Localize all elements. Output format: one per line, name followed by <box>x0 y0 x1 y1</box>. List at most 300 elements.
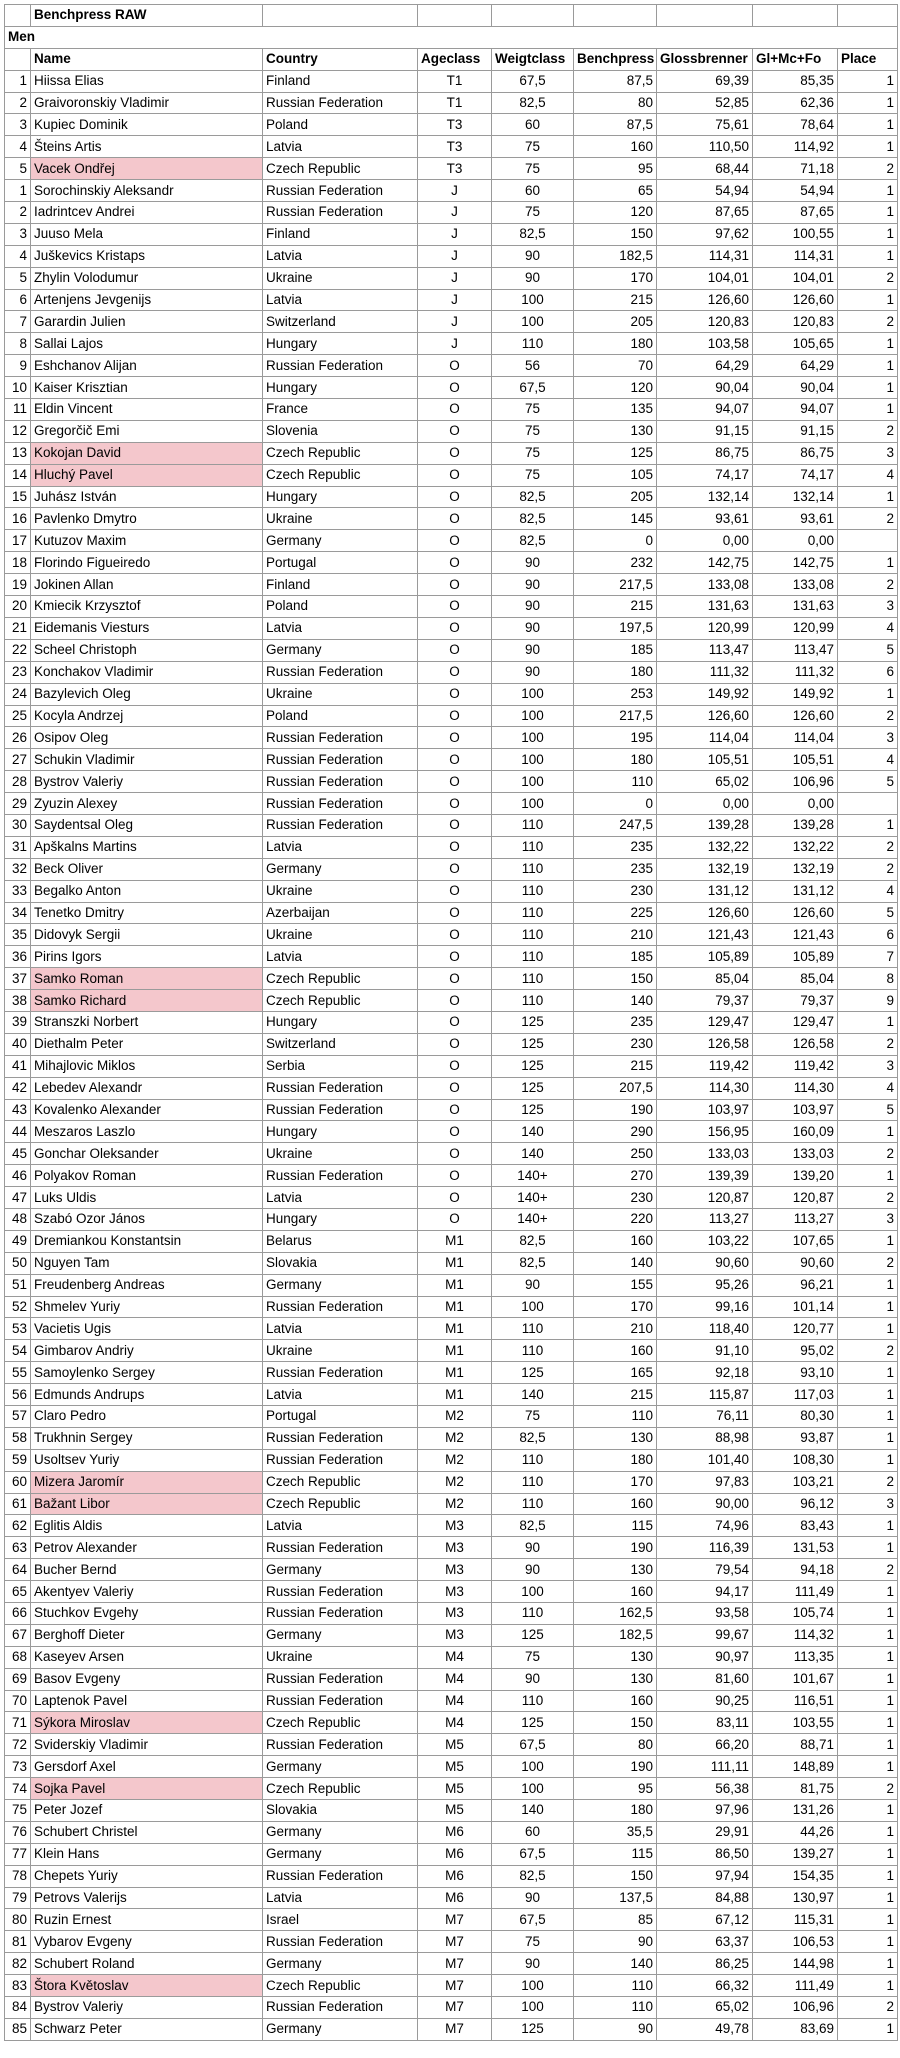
cell-benchpress[interactable]: 235 <box>574 858 657 880</box>
cell-country[interactable]: Czech Republic <box>263 1471 418 1493</box>
cell-ageclass[interactable]: O <box>418 771 492 793</box>
cell-weightclass[interactable]: 75 <box>492 442 574 464</box>
cell-country[interactable]: Ukraine <box>263 508 418 530</box>
cell-number[interactable]: 76 <box>5 1821 31 1843</box>
cell-place[interactable]: 1 <box>838 1624 898 1646</box>
cell-glossbrenner[interactable]: 120,87 <box>657 1187 753 1209</box>
cell-name[interactable]: Garardin Julien <box>31 311 263 333</box>
cell-place[interactable]: 1 <box>838 1756 898 1778</box>
cell-number[interactable]: 78 <box>5 1865 31 1887</box>
cell-name[interactable]: Didovyk Sergii <box>31 924 263 946</box>
cell-place[interactable] <box>838 793 898 815</box>
cell-weightclass[interactable]: 67,5 <box>492 1909 574 1931</box>
cell-glossbrenner[interactable]: 113,27 <box>657 1208 753 1230</box>
cell-country[interactable]: Latvia <box>263 1515 418 1537</box>
cell-country[interactable]: Russian Federation <box>263 1581 418 1603</box>
cell-benchpress[interactable]: 180 <box>574 661 657 683</box>
cell-name[interactable]: Tenetko Dmitry <box>31 902 263 924</box>
cell-place[interactable]: 1 <box>838 1821 898 1843</box>
cell-number[interactable]: 48 <box>5 1208 31 1230</box>
cell-place[interactable]: 1 <box>838 1668 898 1690</box>
cell-benchpress[interactable]: 230 <box>574 1187 657 1209</box>
cell-benchpress[interactable]: 180 <box>574 749 657 771</box>
cell-benchpress[interactable]: 110 <box>574 1975 657 1997</box>
cell-gl-mc-fo[interactable]: 113,35 <box>753 1646 838 1668</box>
cell-number[interactable]: 10 <box>5 377 31 399</box>
cell-gl-mc-fo[interactable]: 114,32 <box>753 1624 838 1646</box>
cell-weightclass[interactable]: 90 <box>492 1668 574 1690</box>
cell-number[interactable]: 17 <box>5 530 31 552</box>
cell-place[interactable]: 1 <box>838 683 898 705</box>
cell-benchpress[interactable]: 130 <box>574 1646 657 1668</box>
cell-country[interactable]: Latvia <box>263 245 418 267</box>
cell-ageclass[interactable]: O <box>418 793 492 815</box>
cell-ageclass[interactable]: J <box>418 311 492 333</box>
cell-country[interactable]: Russian Federation <box>263 661 418 683</box>
cell-benchpress[interactable]: 210 <box>574 924 657 946</box>
cell-benchpress[interactable]: 110 <box>574 1406 657 1428</box>
cell-name[interactable]: Jokinen Allan <box>31 574 263 596</box>
cell-gl-mc-fo[interactable]: 126,60 <box>753 902 838 924</box>
cell-ageclass[interactable]: O <box>418 749 492 771</box>
cell-weightclass[interactable]: 100 <box>492 727 574 749</box>
cell-ageclass[interactable]: J <box>418 223 492 245</box>
cell-place[interactable]: 4 <box>838 464 898 486</box>
cell-country[interactable]: Israel <box>263 1909 418 1931</box>
cell-glossbrenner[interactable]: 139,28 <box>657 814 753 836</box>
cell-gl-mc-fo[interactable]: 83,69 <box>753 2018 838 2040</box>
cell-glossbrenner[interactable]: 90,04 <box>657 377 753 399</box>
cell-glossbrenner[interactable]: 69,39 <box>657 70 753 92</box>
cell-benchpress[interactable]: 115 <box>574 1515 657 1537</box>
cell-ageclass[interactable]: M6 <box>418 1843 492 1865</box>
cell-benchpress[interactable]: 290 <box>574 1121 657 1143</box>
cell-benchpress[interactable]: 220 <box>574 1208 657 1230</box>
cell-name[interactable]: Gimbarov Andriy <box>31 1340 263 1362</box>
cell-number[interactable]: 25 <box>5 705 31 727</box>
cell-benchpress[interactable]: 105 <box>574 464 657 486</box>
header-ageclass[interactable]: Ageclass <box>418 48 492 70</box>
cell-country[interactable]: Russian Federation <box>263 1603 418 1625</box>
cell-weightclass[interactable]: 75 <box>492 1931 574 1953</box>
cell-gl-mc-fo[interactable]: 74,17 <box>753 464 838 486</box>
cell-glossbrenner[interactable]: 142,75 <box>657 552 753 574</box>
cell-gl-mc-fo[interactable]: 86,75 <box>753 442 838 464</box>
cell-country[interactable]: Latvia <box>263 1318 418 1340</box>
cell-weightclass[interactable]: 140+ <box>492 1187 574 1209</box>
cell-name[interactable]: Kovalenko Alexander <box>31 1099 263 1121</box>
cell-place[interactable]: 2 <box>838 836 898 858</box>
cell-gl-mc-fo[interactable]: 131,26 <box>753 1800 838 1822</box>
cell-gl-mc-fo[interactable]: 132,19 <box>753 858 838 880</box>
cell-number[interactable]: 15 <box>5 486 31 508</box>
cell-weightclass[interactable]: 110 <box>492 1493 574 1515</box>
cell-country[interactable]: Russian Federation <box>263 180 418 202</box>
header-benchpress[interactable]: Benchpress <box>574 48 657 70</box>
cell-glossbrenner[interactable]: 126,60 <box>657 289 753 311</box>
cell-place[interactable]: 1 <box>838 814 898 836</box>
cell-number[interactable]: 40 <box>5 1033 31 1055</box>
cell-ageclass[interactable]: O <box>418 508 492 530</box>
cell-weightclass[interactable]: 90 <box>492 574 574 596</box>
cell-country[interactable]: Poland <box>263 596 418 618</box>
cell-name[interactable]: Beck Oliver <box>31 858 263 880</box>
cell-place[interactable]: 2 <box>838 574 898 596</box>
cell-name[interactable]: Schubert Roland <box>31 1953 263 1975</box>
cell-benchpress[interactable]: 235 <box>574 1011 657 1033</box>
cell-ageclass[interactable]: O <box>418 902 492 924</box>
cell-country[interactable]: Ukraine <box>263 1143 418 1165</box>
cell-place[interactable]: 1 <box>838 1121 898 1143</box>
cell-gl-mc-fo[interactable]: 131,12 <box>753 880 838 902</box>
cell-benchpress[interactable]: 270 <box>574 1165 657 1187</box>
cell-place[interactable]: 1 <box>838 1515 898 1537</box>
cell-country[interactable]: Germany <box>263 530 418 552</box>
cell-benchpress[interactable]: 85 <box>574 1909 657 1931</box>
cell-benchpress[interactable]: 207,5 <box>574 1077 657 1099</box>
cell-number[interactable]: 35 <box>5 924 31 946</box>
cell-gl-mc-fo[interactable]: 121,43 <box>753 924 838 946</box>
cell-gl-mc-fo[interactable]: 106,96 <box>753 1997 838 2019</box>
cell-place[interactable]: 1 <box>838 1406 898 1428</box>
cell-ageclass[interactable]: J <box>418 202 492 224</box>
cell-weightclass[interactable]: 110 <box>492 880 574 902</box>
cell-place[interactable]: 2 <box>838 508 898 530</box>
cell-country[interactable]: Finland <box>263 574 418 596</box>
cell-glossbrenner[interactable]: 97,94 <box>657 1865 753 1887</box>
cell-gl-mc-fo[interactable]: 154,35 <box>753 1865 838 1887</box>
cell-benchpress[interactable]: 165 <box>574 1362 657 1384</box>
cell-benchpress[interactable]: 210 <box>574 1318 657 1340</box>
cell-name[interactable]: Stranszki Norbert <box>31 1011 263 1033</box>
cell-country[interactable]: Germany <box>263 1756 418 1778</box>
cell-place[interactable]: 4 <box>838 749 898 771</box>
cell-gl-mc-fo[interactable]: 120,87 <box>753 1187 838 1209</box>
cell-gl-mc-fo[interactable]: 0,00 <box>753 793 838 815</box>
cell-glossbrenner[interactable]: 113,47 <box>657 639 753 661</box>
cell-name[interactable]: Samko Richard <box>31 990 263 1012</box>
cell-country[interactable]: Ukraine <box>263 683 418 705</box>
cell-gl-mc-fo[interactable]: 133,03 <box>753 1143 838 1165</box>
sheet-title[interactable]: Benchpress RAW <box>31 5 263 27</box>
cell-weightclass[interactable]: 125 <box>492 1362 574 1384</box>
cell-name[interactable]: Kutuzov Maxim <box>31 530 263 552</box>
cell-weightclass[interactable]: 90 <box>492 1274 574 1296</box>
cell-name[interactable]: Vacek Ondřej <box>31 158 263 180</box>
cell-weightclass[interactable]: 110 <box>492 924 574 946</box>
cell-gl-mc-fo[interactable]: 85,35 <box>753 70 838 92</box>
cell-weightclass[interactable]: 110 <box>492 1449 574 1471</box>
cell-place[interactable]: 5 <box>838 1099 898 1121</box>
cell-ageclass[interactable]: J <box>418 180 492 202</box>
cell-benchpress[interactable]: 195 <box>574 727 657 749</box>
cell-place[interactable]: 2 <box>838 158 898 180</box>
cell-country[interactable]: Hungary <box>263 333 418 355</box>
cell-country[interactable]: Hungary <box>263 1011 418 1033</box>
cell-place[interactable]: 3 <box>838 1493 898 1515</box>
cell-ageclass[interactable]: O <box>418 377 492 399</box>
cell-glossbrenner[interactable]: 111,32 <box>657 661 753 683</box>
cell-weightclass[interactable]: 82,5 <box>492 1230 574 1252</box>
cell-ageclass[interactable]: M7 <box>418 1931 492 1953</box>
cell-country[interactable]: Russian Federation <box>263 1690 418 1712</box>
cell-name[interactable]: Eidemanis Viesturs <box>31 617 263 639</box>
cell-place[interactable]: 1 <box>838 1318 898 1340</box>
header-gl-mc-fo[interactable]: Gl+Mc+Fo <box>753 48 838 70</box>
cell-ageclass[interactable]: M2 <box>418 1493 492 1515</box>
cell-number[interactable]: 66 <box>5 1603 31 1625</box>
cell-ageclass[interactable]: J <box>418 289 492 311</box>
cell-benchpress[interactable]: 135 <box>574 399 657 421</box>
cell-ageclass[interactable]: O <box>418 486 492 508</box>
cell-place[interactable]: 7 <box>838 946 898 968</box>
cell-number[interactable]: 70 <box>5 1690 31 1712</box>
cell-ageclass[interactable]: O <box>418 399 492 421</box>
cell-number[interactable]: 4 <box>5 245 31 267</box>
cell-place[interactable]: 4 <box>838 1077 898 1099</box>
cell-weightclass[interactable]: 110 <box>492 836 574 858</box>
cell-name[interactable]: Schukin Vladimir <box>31 749 263 771</box>
cell-ageclass[interactable]: M1 <box>418 1274 492 1296</box>
cell-place[interactable]: 1 <box>838 1603 898 1625</box>
cell-glossbrenner[interactable]: 133,08 <box>657 574 753 596</box>
cell-place[interactable]: 5 <box>838 771 898 793</box>
cell-number[interactable]: 81 <box>5 1931 31 1953</box>
cell-benchpress[interactable]: 95 <box>574 1778 657 1800</box>
cell-place[interactable]: 1 <box>838 1865 898 1887</box>
cell-number[interactable]: 1 <box>5 70 31 92</box>
cell-country[interactable]: Russian Federation <box>263 1077 418 1099</box>
cell-benchpress[interactable]: 130 <box>574 420 657 442</box>
cell-gl-mc-fo[interactable]: 91,15 <box>753 420 838 442</box>
cell-place[interactable]: 1 <box>838 355 898 377</box>
cell-gl-mc-fo[interactable]: 126,60 <box>753 705 838 727</box>
cell-place[interactable]: 2 <box>838 1187 898 1209</box>
cell-gl-mc-fo[interactable]: 139,28 <box>753 814 838 836</box>
cell-country[interactable]: Russian Federation <box>263 771 418 793</box>
cell-place[interactable]: 1 <box>838 223 898 245</box>
cell-name[interactable]: Vybarov Evgeny <box>31 1931 263 1953</box>
cell-number[interactable]: 7 <box>5 311 31 333</box>
cell-country[interactable]: Ukraine <box>263 267 418 289</box>
cell-glossbrenner[interactable]: 90,25 <box>657 1690 753 1712</box>
cell-benchpress[interactable]: 232 <box>574 552 657 574</box>
cell-weightclass[interactable]: 90 <box>492 1953 574 1975</box>
cell-ageclass[interactable]: O <box>418 661 492 683</box>
cell-ageclass[interactable]: M5 <box>418 1756 492 1778</box>
cell-name[interactable]: Kocyla Andrzej <box>31 705 263 727</box>
cell-name[interactable]: Eldin Vincent <box>31 399 263 421</box>
cell-gl-mc-fo[interactable]: 133,08 <box>753 574 838 596</box>
cell-benchpress[interactable]: 230 <box>574 1033 657 1055</box>
cell-gl-mc-fo[interactable]: 160,09 <box>753 1121 838 1143</box>
cell-country[interactable]: Czech Republic <box>263 158 418 180</box>
cell-benchpress[interactable]: 190 <box>574 1756 657 1778</box>
cell-benchpress[interactable]: 140 <box>574 1252 657 1274</box>
cell-number[interactable]: 28 <box>5 771 31 793</box>
cell-benchpress[interactable]: 205 <box>574 311 657 333</box>
cell-benchpress[interactable]: 35,5 <box>574 1821 657 1843</box>
cell-number[interactable]: 22 <box>5 639 31 661</box>
cell-number[interactable]: 74 <box>5 1778 31 1800</box>
cell-name[interactable]: Apškalns Martins <box>31 836 263 858</box>
cell-country[interactable]: Russian Federation <box>263 1537 418 1559</box>
cell-name[interactable]: Szabó Ozor János <box>31 1208 263 1230</box>
cell-gl-mc-fo[interactable]: 131,53 <box>753 1537 838 1559</box>
cell-gl-mc-fo[interactable]: 101,67 <box>753 1668 838 1690</box>
cell-place[interactable]: 2 <box>838 267 898 289</box>
cell-weightclass[interactable]: 82,5 <box>492 486 574 508</box>
cell-ageclass[interactable]: M3 <box>418 1581 492 1603</box>
cell-glossbrenner[interactable]: 92,18 <box>657 1362 753 1384</box>
cell-name[interactable]: Petrov Alexander <box>31 1537 263 1559</box>
cell-name[interactable]: Samko Roman <box>31 968 263 990</box>
cell-ageclass[interactable]: O <box>418 574 492 596</box>
cell-number[interactable]: 51 <box>5 1274 31 1296</box>
cell-gl-mc-fo[interactable]: 44,26 <box>753 1821 838 1843</box>
cell-gl-mc-fo[interactable]: 132,14 <box>753 486 838 508</box>
cell-weightclass[interactable]: 110 <box>492 1318 574 1340</box>
cell-number[interactable]: 80 <box>5 1909 31 1931</box>
cell-number[interactable]: 52 <box>5 1296 31 1318</box>
cell-place[interactable]: 3 <box>838 1055 898 1077</box>
cell-number[interactable]: 61 <box>5 1493 31 1515</box>
cell-name[interactable]: Gregorčič Emi <box>31 420 263 442</box>
cell-country[interactable]: Russian Federation <box>263 814 418 836</box>
cell-benchpress[interactable]: 170 <box>574 1296 657 1318</box>
cell-weightclass[interactable]: 82,5 <box>492 92 574 114</box>
cell-country[interactable]: Belarus <box>263 1230 418 1252</box>
cell-number[interactable]: 59 <box>5 1449 31 1471</box>
cell-benchpress[interactable]: 120 <box>574 377 657 399</box>
cell-weightclass[interactable]: 140 <box>492 1121 574 1143</box>
cell-number[interactable]: 36 <box>5 946 31 968</box>
cell-number[interactable]: 4 <box>5 136 31 158</box>
cell-country[interactable]: Germany <box>263 1821 418 1843</box>
cell-place[interactable]: 1 <box>838 1931 898 1953</box>
cell-place[interactable]: 1 <box>838 1274 898 1296</box>
cell-name[interactable]: Vacietis Ugis <box>31 1318 263 1340</box>
cell-glossbrenner[interactable]: 126,60 <box>657 902 753 924</box>
cell-place[interactable]: 5 <box>838 902 898 924</box>
cell-benchpress[interactable]: 185 <box>574 946 657 968</box>
cell-weightclass[interactable]: 140 <box>492 1143 574 1165</box>
header-place[interactable]: Place <box>838 48 898 70</box>
cell-country[interactable]: Ukraine <box>263 880 418 902</box>
cell-place[interactable]: 1 <box>838 1449 898 1471</box>
cell-number[interactable]: 56 <box>5 1384 31 1406</box>
cell-weightclass[interactable]: 90 <box>492 639 574 661</box>
cell-number[interactable]: 31 <box>5 836 31 858</box>
cell-ageclass[interactable]: T3 <box>418 158 492 180</box>
cell-place[interactable]: 6 <box>838 924 898 946</box>
cell-ageclass[interactable]: M2 <box>418 1449 492 1471</box>
cell-number[interactable]: 54 <box>5 1340 31 1362</box>
cell-ageclass[interactable]: M4 <box>418 1646 492 1668</box>
cell-benchpress[interactable]: 80 <box>574 1734 657 1756</box>
cell-country[interactable]: Russian Federation <box>263 1734 418 1756</box>
cell-gl-mc-fo[interactable]: 106,53 <box>753 1931 838 1953</box>
cell-name[interactable]: Schubert Christel <box>31 1821 263 1843</box>
cell-country[interactable]: Latvia <box>263 836 418 858</box>
cell-gl-mc-fo[interactable]: 139,20 <box>753 1165 838 1187</box>
cell-weightclass[interactable]: 125 <box>492 1011 574 1033</box>
cell-gl-mc-fo[interactable]: 80,30 <box>753 1406 838 1428</box>
cell-place[interactable]: 1 <box>838 1843 898 1865</box>
cell-weightclass[interactable]: 90 <box>492 1559 574 1581</box>
cell-glossbrenner[interactable]: 105,89 <box>657 946 753 968</box>
cell-name[interactable]: Eshchanov Alijan <box>31 355 263 377</box>
cell-number[interactable]: 20 <box>5 596 31 618</box>
cell-weightclass[interactable]: 60 <box>492 114 574 136</box>
cell-gl-mc-fo[interactable]: 96,21 <box>753 1274 838 1296</box>
cell-place[interactable]: 1 <box>838 1581 898 1603</box>
cell-benchpress[interactable]: 217,5 <box>574 705 657 727</box>
cell-ageclass[interactable]: O <box>418 924 492 946</box>
cell-ageclass[interactable]: M2 <box>418 1406 492 1428</box>
cell-name[interactable]: Mizera Jaromír <box>31 1471 263 1493</box>
cell-glossbrenner[interactable]: 88,98 <box>657 1427 753 1449</box>
cell-glossbrenner[interactable]: 103,58 <box>657 333 753 355</box>
cell-country[interactable]: Ukraine <box>263 924 418 946</box>
cell-number[interactable]: 8 <box>5 333 31 355</box>
cell-place[interactable]: 2 <box>838 705 898 727</box>
cell-gl-mc-fo[interactable]: 111,32 <box>753 661 838 683</box>
cell-ageclass[interactable]: M4 <box>418 1668 492 1690</box>
cell-glossbrenner[interactable]: 52,85 <box>657 92 753 114</box>
cell-weightclass[interactable]: 82,5 <box>492 508 574 530</box>
cell-benchpress[interactable]: 110 <box>574 1997 657 2019</box>
cell-ageclass[interactable]: J <box>418 245 492 267</box>
cell-ageclass[interactable]: O <box>418 1055 492 1077</box>
cell-benchpress[interactable]: 253 <box>574 683 657 705</box>
cell-glossbrenner[interactable]: 56,38 <box>657 1778 753 1800</box>
cell-number[interactable]: 11 <box>5 399 31 421</box>
cell-number[interactable]: 79 <box>5 1887 31 1909</box>
cell-benchpress[interactable]: 130 <box>574 1559 657 1581</box>
cell-gl-mc-fo[interactable]: 107,65 <box>753 1230 838 1252</box>
cell-weightclass[interactable]: 90 <box>492 1537 574 1559</box>
cell-place[interactable]: 1 <box>838 1384 898 1406</box>
cell-benchpress[interactable]: 110 <box>574 771 657 793</box>
cell-ageclass[interactable]: J <box>418 267 492 289</box>
cell-benchpress[interactable]: 190 <box>574 1537 657 1559</box>
cell-number[interactable]: 43 <box>5 1099 31 1121</box>
cell-glossbrenner[interactable]: 86,25 <box>657 1953 753 1975</box>
cell-place[interactable]: 1 <box>838 486 898 508</box>
cell-country[interactable]: Germany <box>263 1559 418 1581</box>
cell-number[interactable]: 5 <box>5 267 31 289</box>
cell-weightclass[interactable]: 75 <box>492 464 574 486</box>
cell-gl-mc-fo[interactable]: 120,77 <box>753 1318 838 1340</box>
cell-country[interactable]: Portugal <box>263 552 418 574</box>
cell-name[interactable]: Chepets Yuriy <box>31 1865 263 1887</box>
cell-glossbrenner[interactable]: 83,11 <box>657 1712 753 1734</box>
cell-ageclass[interactable]: O <box>418 1121 492 1143</box>
cell-country[interactable]: France <box>263 399 418 421</box>
cell-benchpress[interactable]: 130 <box>574 1668 657 1690</box>
cell-country[interactable]: Hungary <box>263 1208 418 1230</box>
cell-weightclass[interactable]: 75 <box>492 1406 574 1428</box>
cell-gl-mc-fo[interactable]: 111,49 <box>753 1581 838 1603</box>
cell-glossbrenner[interactable]: 111,11 <box>657 1756 753 1778</box>
cell-name[interactable]: Kokojan David <box>31 442 263 464</box>
cell-weightclass[interactable]: 110 <box>492 1603 574 1625</box>
cell-country[interactable]: Russian Federation <box>263 793 418 815</box>
cell-number[interactable]: 9 <box>5 355 31 377</box>
cell-glossbrenner[interactable]: 29,91 <box>657 1821 753 1843</box>
cell-place[interactable]: 1 <box>838 180 898 202</box>
